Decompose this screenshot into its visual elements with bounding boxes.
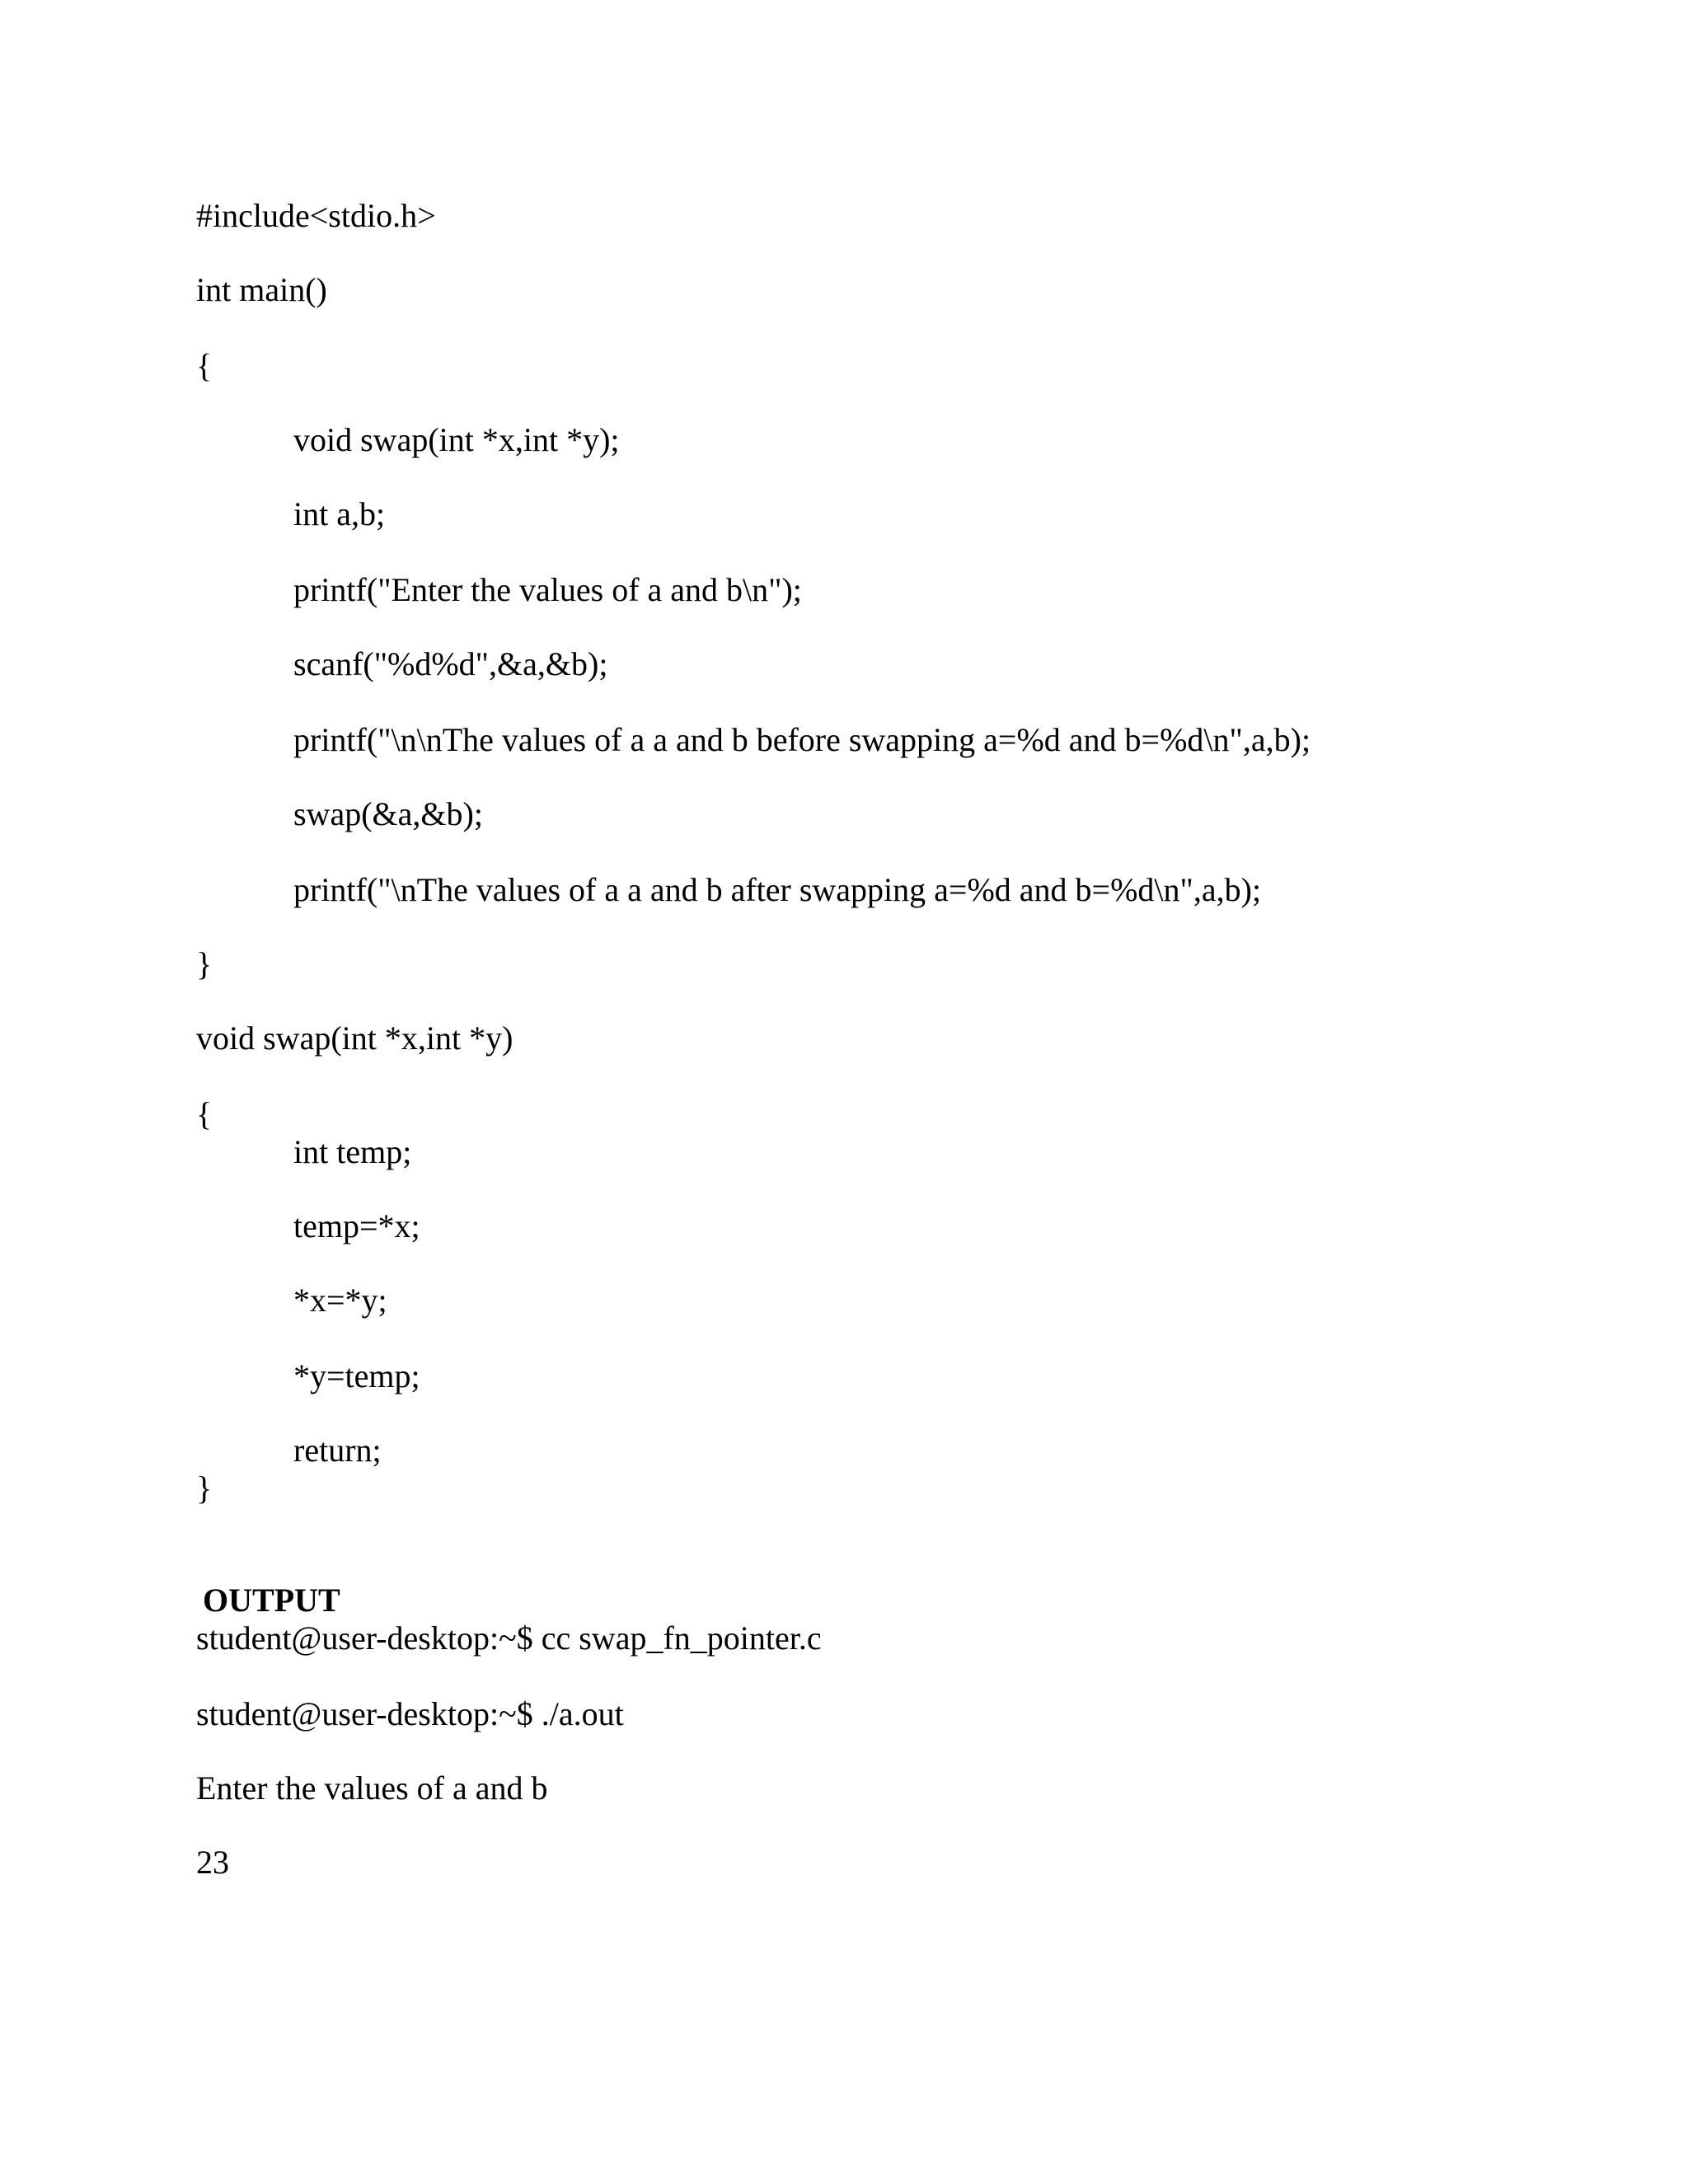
code-line: } — [196, 945, 213, 982]
code-line: void swap(int *x,int *y); — [293, 421, 620, 458]
code-line: printf("Enter the values of a and b\n"); — [293, 571, 802, 608]
code-line: *y=temp; — [293, 1357, 420, 1394]
code-line: swap(&a,&b); — [293, 795, 483, 832]
output-heading: OUTPUT — [203, 1582, 340, 1619]
code-line: void swap(int *x,int *y) — [196, 1019, 513, 1057]
code-line: *x=*y; — [293, 1282, 387, 1319]
code-line: return; — [293, 1432, 382, 1469]
code-line: } — [196, 1469, 213, 1507]
output-line: student@user-desktop:~$ cc swap_fn_pointer.c — [196, 1619, 822, 1657]
code-line: printf("\n\nThe values of a a and b before swapping a=%d and b=%d\n",a,b); — [293, 721, 1311, 758]
code-line: int temp; — [293, 1133, 412, 1170]
code-line: { — [196, 347, 213, 384]
code-line: scanf("%d%d",&a,&b); — [293, 645, 608, 682]
code-line: int main() — [196, 271, 327, 308]
code-line: #include<stdio.h> — [196, 197, 436, 234]
code-line: int a,b; — [293, 495, 386, 532]
code-line: printf("\nThe values of a a and b after swapping a=%d and b=%d\n",a,b); — [293, 871, 1262, 908]
code-line: { — [196, 1095, 213, 1132]
output-line: 23 — [196, 1844, 229, 1881]
output-line: Enter the values of a and b — [196, 1769, 548, 1807]
code-line: temp=*x; — [293, 1207, 420, 1244]
output-line: student@user-desktop:~$ ./a.out — [196, 1695, 624, 1732]
